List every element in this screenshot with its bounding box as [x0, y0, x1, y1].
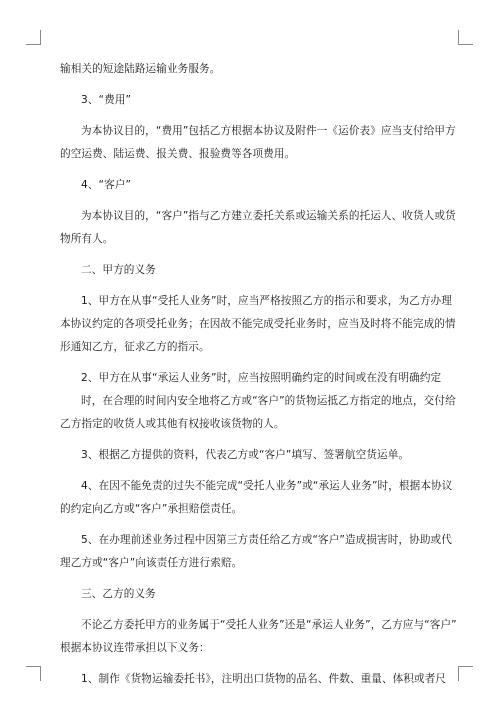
section-heading: 三、乙方的义务	[81, 588, 156, 600]
body-text-line: 3、根据乙方提供的资料，代表乙方或“客户”填写、签署航空货运单。	[81, 449, 410, 461]
body-text-line: 不论乙方委托甲方的业务属于“受托人业务”还是“承运人业务”，乙方应与“客户”	[81, 619, 457, 631]
section-heading: 二、甲方的义务	[81, 264, 156, 276]
body-text-line: 的空运费、陆运费、报关费、报验费等各项费用。	[60, 148, 296, 160]
body-text-line: 4、在因不能免责的过失不能完成“受托人业务”或“承运人业务”时，根据本协议	[81, 480, 453, 492]
crop-mark-bottom-left	[26, 666, 41, 681]
body-text-line: 理乙方或“客户”向该责任方进行索赔。	[60, 557, 243, 569]
body-text-line: 物所有人。	[60, 233, 114, 245]
body-text-line: 为本协议目的，“客户”指与乙方建立委托关系或运输关系的托运人、收货人或货	[81, 210, 456, 222]
crop-mark-top-left	[26, 30, 41, 45]
crop-mark-top-right	[458, 30, 473, 45]
body-text-line: 形通知乙方，征求乙方的指示。	[60, 341, 210, 353]
body-text-line: 本协议约定的各项受托业务；在因故不能完成受托业务时，应当及时将不能完成的情	[60, 318, 456, 330]
body-text-line: 乙方指定的收货人或其他有权接收该货物的人。	[60, 418, 285, 430]
body-text-line: 时，在合理的时间内安全地将乙方或“客户”的货物运抵乙方指定的地点，交付给	[81, 395, 456, 407]
term-heading: 4、“客户”	[81, 179, 132, 191]
term-heading: 3、“费用”	[81, 94, 132, 106]
crop-mark-bottom-right	[458, 666, 473, 681]
body-text-line: 根据本协议连带承担以下义务：	[60, 642, 210, 654]
body-text-line: 5、在办理前述业务过程中因第三方责任给乙方或“客户”造成损害时，协助或代	[81, 534, 452, 546]
body-text-line: 2、甲方在从事“承运人业务”时，应当按照明确约定的时间或在没有明确约定	[81, 372, 442, 384]
body-text-line: 1、制作《货物运输委托书》，注明出口货物的品名、件数、重量、体积或者尺	[81, 673, 447, 685]
body-text-line: 的约定向乙方或“客户”承担赔偿责任。	[60, 503, 243, 515]
body-text-line: 1、甲方在从事“受托人业务”时，应当严格按照乙方的指示和要求，为乙方办理	[81, 295, 452, 307]
body-text-line: 为本协议目的，“费用”包括乙方根据本协议及附件一《运价表》应当支付给甲方	[81, 125, 456, 137]
document-body	[60, 62, 457, 687]
body-text-line: 输相关的短途陆路运输业务服务。	[60, 63, 221, 75]
